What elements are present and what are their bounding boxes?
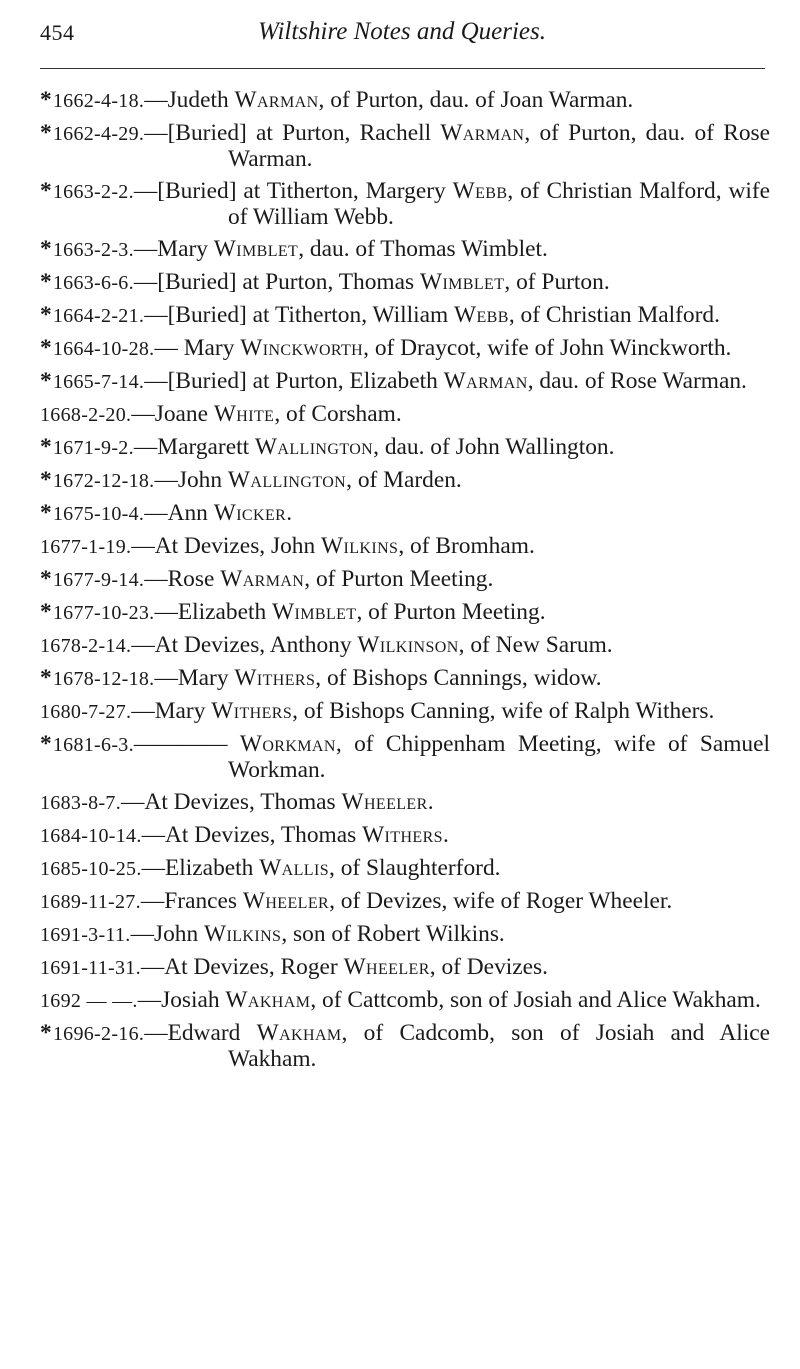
entry-date: 1684-10-14. [40,825,142,847]
entry-separator: — [144,566,168,592]
entry-surname: White [213,401,275,427]
register-entry [40,121,770,172]
entry-text-after: , son of Robert Wilkins. [281,921,505,947]
entry-separator: — [144,1020,168,1046]
entry-text-after: . [427,789,434,815]
entry-text-after: , of Draycot, wife of John Winckworth. [363,335,732,361]
register-entry [40,270,770,296]
entry-text-before: [Buried] at Titherton, Margery [157,178,453,204]
entry-text-before: John [177,467,228,493]
entry-text-before: [Buried] at Purton, Thomas [157,269,420,295]
register-entry [40,567,770,593]
entry-text-before: At Devizes, John [154,533,322,559]
entry-separator: — [140,888,165,914]
entry-mark: * [40,178,52,204]
entry-text-before: John [153,921,205,947]
register-entry [40,988,770,1014]
entry-text-after: , of Corsham. [274,401,402,427]
entry-text-after: , of New Sarum. [458,632,613,658]
entry-text-after: . [442,822,449,848]
register-entry [40,501,770,527]
entry-separator: — [133,236,158,262]
register-entry [40,600,770,626]
entry-date: 1680-7-27. [40,701,132,723]
entry-text-before: At Devizes, Thomas [165,822,363,848]
entry-text-before: Judeth [167,87,235,113]
register-entry [40,336,770,362]
entry-text-before: Mary [183,335,241,361]
register-entry [40,303,770,329]
entry-date: 1663-2-2. [52,181,134,203]
register-entry [40,237,770,263]
entry-surname: Warman [220,566,305,592]
register-entry [40,633,770,659]
entry-text-before: Elizabeth [177,599,273,625]
entry-separator: — [144,120,168,146]
page-header [40,16,764,56]
entry-separator: — [154,665,178,691]
entry-date: 1689-11-27. [40,891,141,913]
entry-separator: — [141,855,166,881]
entry-text-before: At Devizes, Thomas [144,789,342,815]
entry-surname: Wallis [259,855,329,881]
register-entry [40,889,770,915]
entry-text-after: , dau. of Thomas Wimblet. [298,236,548,262]
register-entry [40,179,770,230]
entry-date: 1662-4-18. [52,90,145,112]
entry-text-after: , of Chippenham Meeting, wife of Samuel Workman. [228,731,770,783]
entry-date: 1696-2-16. [52,1023,145,1045]
entry-surname: Withers [234,665,316,691]
entry-text-after: , of Devizes. [429,954,548,980]
entry-surname: Warman [234,87,319,113]
entry-surname: Wakham [225,987,311,1013]
entry-separator: — [154,467,178,493]
entry-text-after: , of Cattcomb, son of Josiah and Alice Wakham. [310,987,761,1013]
entry-date: 1677-9-14. [52,569,145,591]
register-entry [40,955,770,981]
entry-surname: Wheeler [242,888,330,914]
entry-date: 1691-11-31. [40,957,141,979]
entry-surname: Withers [362,822,443,848]
entry-separator: — [144,87,168,113]
entry-text-after: , of Bishops Canning, wife of Ralph Withers. [292,698,715,724]
entry-text-after: , dau. of Rose Warman. [527,368,747,394]
entry-surname: Wallington [254,434,374,460]
entry-date: 1683-8-7. [40,792,122,814]
register-entry [40,1021,770,1072]
entry-surname: Wilkins [321,533,399,559]
entry-surname: Wilkinson [357,632,459,658]
entry-date: 1675-10-4. [52,503,145,525]
entry-date: 1664-2-21. [52,305,145,327]
entry-text-before: Margarett [157,434,255,460]
entry-separator: — [154,599,178,625]
entry-text-before: Mary [157,236,214,262]
entry-date: 1663-6-6. [52,272,134,294]
entry-surname: Wheeler [341,789,428,815]
entry-separator: — [141,822,166,848]
entry-separator: — [130,921,154,947]
entry-text-before: Mary [177,665,235,691]
entry-surname: Wimblet [419,269,505,295]
entry-date: 1678-12-18. [52,668,155,690]
register-entry [40,790,770,816]
entry-surname: Winckworth [240,335,364,361]
entry-mark: * [40,236,52,262]
entry-text-after: , of Marden. [346,467,462,493]
entry-text-after: , of Christian Malford, wife of William Webb. [228,178,771,230]
entry-surname: Withers [211,698,293,724]
entry-text-after: , of Bishops Cannings, widow. [315,665,602,691]
entry-mark: * [40,302,52,328]
entry-surname: Wilkins [204,921,282,947]
register-entry [40,732,770,783]
entry-text-after: , of Purton, dau. of Joan Warman. [318,87,634,113]
entry-surname: Wakham [256,1020,342,1046]
entry-surname: Workman [239,731,336,757]
entry-date: 1681-6-3. [52,734,134,756]
register-entry [40,468,770,494]
entry-mark: * [40,87,52,113]
register-entry [40,402,770,428]
entry-text-before: [Buried] at Purton, Elizabeth [167,368,444,394]
entry-separator: — [131,698,155,724]
entry-mark: * [40,368,52,394]
entry-date: 1678-2-14. [40,635,132,657]
entry-date: 1671-9-2. [52,437,134,459]
entry-date: 1672-12-18. [52,470,155,492]
entry-text-before: [Buried] at Purton, Rachell [167,120,441,146]
entry-mark: * [40,1020,52,1046]
entry-text-before: Rose [167,566,221,592]
entry-separator: — [133,434,158,460]
entry-mark: * [40,665,52,691]
entry-separator: — [131,533,155,559]
register-entry [40,534,770,560]
entry-mark: * [40,500,52,526]
entry-mark: * [40,599,52,625]
entry-mark: * [40,731,52,757]
entry-date: 1691-3-11. [40,924,131,946]
running-title: Wiltshire Notes and Queries. [258,18,546,45]
register-entry [40,88,770,114]
entry-mark: * [40,467,52,493]
register-entry [40,435,770,461]
entry-surname: Wicker [213,500,287,526]
entry-text-before: Mary [154,698,212,724]
entry-separator: — [137,987,162,1013]
entry-date: 1677-1-19. [40,536,132,558]
entry-mark: * [40,269,52,295]
entry-separator: — [144,368,168,394]
entry-mark: * [40,434,52,460]
entry-text-before: Edward [167,1020,257,1046]
entry-mark: * [40,335,52,361]
entry-separator: — [131,401,155,427]
entry-text-after: , of Purton Meeting. [304,566,494,592]
entry-text-before: At Devizes, Anthony [154,632,358,658]
entry-mark: * [40,566,52,592]
entry-date: 1665-7-14. [52,371,145,393]
entry-text-after: , of Slaughterford. [329,855,501,881]
entry-date: 1668-2-20. [40,404,132,426]
entry-date: 1664-10-28. [52,338,155,360]
entry-separator: ———— [133,731,240,757]
entry-surname: Wheeler [343,954,430,980]
register-entry [40,823,770,849]
entry-date: 1685-10-25. [40,858,142,880]
entry-text-after: , dau. of John Wallington. [373,434,615,460]
burial-register-list [40,88,770,1079]
entry-surname: Webb [452,178,508,204]
entry-date: 1677-10-23. [52,602,155,624]
register-entry [40,922,770,948]
entry-surname: Wimblet [213,236,299,262]
entry-text-before: Joane [154,401,214,427]
entry-surname: Wallington [227,467,347,493]
entry-text-before: At Devizes, Roger [164,954,344,980]
entry-surname: Warman [440,120,525,146]
entry-mark: * [40,120,52,146]
header-rule [40,68,765,69]
entry-text-before: Frances [164,888,243,914]
entry-text-before: Elizabeth [165,855,260,881]
entry-text-before: Ann [167,500,214,526]
entry-separator: — [133,178,158,204]
entry-separator: — [131,632,155,658]
entry-separator: — [121,789,145,815]
entry-surname: Warman [443,368,528,394]
entry-separator: — [133,269,158,295]
entry-text-before: [Buried] at Titherton, William [167,302,455,328]
entry-text-after: , of Purton. [504,269,610,295]
register-entry [40,666,770,692]
entry-text-after: , of Purton Meeting. [356,599,546,625]
register-entry [40,699,770,725]
entry-text-after: , of Devizes, wife of Roger Wheeler. [329,888,673,914]
entry-separator: — [144,500,168,526]
page-number: 454 [40,20,75,45]
register-entry [40,856,770,882]
entry-separator: — [144,302,168,328]
entry-date: 1692 — —. [40,990,138,1012]
entry-text-after: , of Bromham. [398,533,535,559]
entry-surname: Wimblet [272,599,357,625]
entry-separator: — [154,335,184,361]
entry-date: 1663-2-3. [52,239,134,261]
entry-text-after: , of Christian Malford. [508,302,720,328]
entry-text-after: , of Cadcomb, son of Josiah and Alice Wakham. [228,1020,770,1072]
entry-surname: Webb [454,302,509,328]
entry-separator: — [140,954,165,980]
entry-text-after: . [286,500,293,526]
entry-date: 1662-4-29. [52,123,145,145]
entry-text-before: Josiah [161,987,226,1013]
register-entry [40,369,770,395]
entry-text-after: , of Purton, dau. of Rose Warman. [228,120,771,172]
